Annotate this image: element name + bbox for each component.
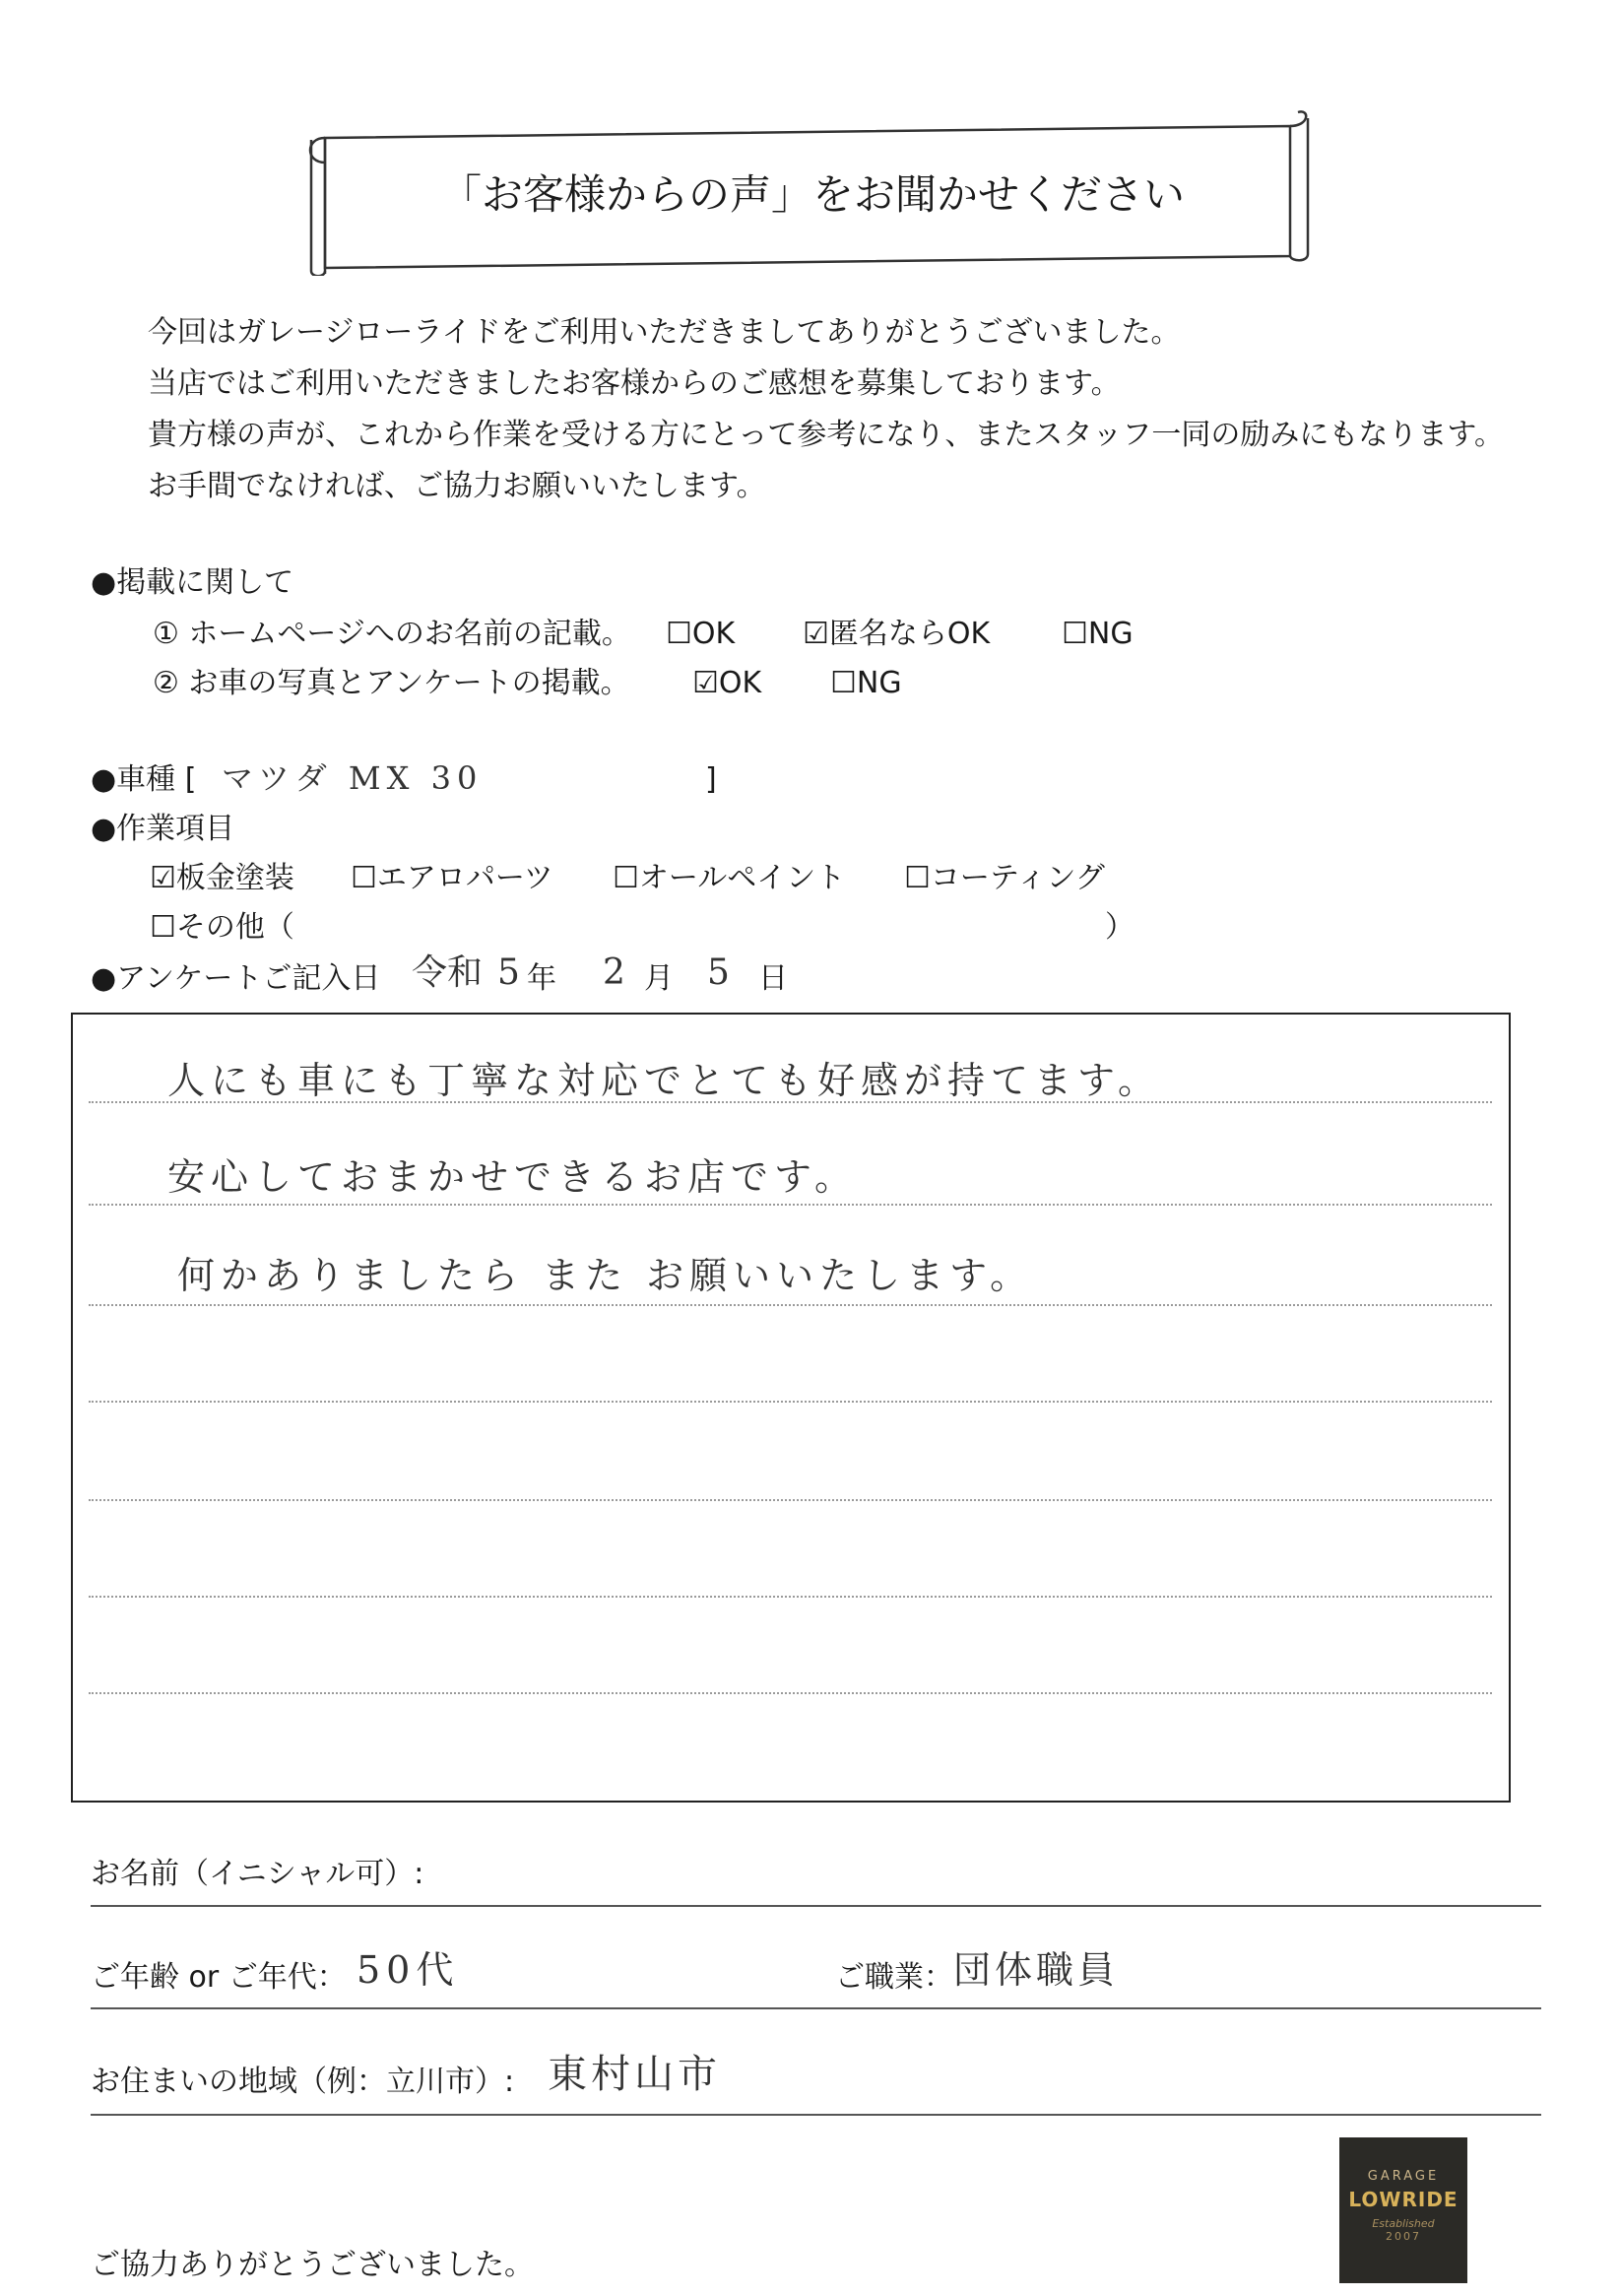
age-label: ご年齢 or ご年代： bbox=[91, 1960, 347, 1995]
survey-date-month-unit: 月 bbox=[644, 961, 674, 996]
work-heading: ●作業項目 bbox=[91, 812, 235, 846]
comment-rule-6 bbox=[89, 1596, 1492, 1598]
q1-ng-checkbox[interactable]: ☐NG bbox=[1062, 617, 1134, 651]
survey-date-day-unit: 日 bbox=[758, 961, 788, 996]
age-job-underline[interactable] bbox=[91, 2007, 1541, 2009]
age-value: 50代 bbox=[357, 1948, 460, 1992]
comment-box[interactable] bbox=[71, 1013, 1511, 1803]
job-value: 団体職員 bbox=[953, 1948, 1120, 1992]
work-allpaint-checkbox[interactable]: ☐オールペイント bbox=[613, 861, 846, 895]
comment-line-3: 何かありましたら また お願いいたします。 bbox=[177, 1254, 1034, 1297]
intro-line-2: 当店ではご利用いただきましたお客様からのご感想を募集しております。 bbox=[148, 366, 1121, 401]
intro-line-1: 今回はガレージローライドをご利用いただきましてありがとうございました。 bbox=[148, 315, 1181, 350]
work-other-close: ） bbox=[1105, 910, 1135, 945]
publication-q2-label: ② お車の写真とアンケートの掲載。 bbox=[153, 666, 630, 700]
intro-line-3: 貴方様の声が、これから作業を受ける方にとって参考になり、またスタッフ一同の励みにもなります。 bbox=[148, 418, 1504, 452]
survey-date-day: 5 bbox=[707, 952, 730, 993]
survey-date-label: ●アンケートご記入日 bbox=[91, 961, 381, 996]
footer-thanks: ご協力ありがとうございました。 bbox=[91, 2248, 534, 2282]
q2-ng-checkbox[interactable]: ☐NG bbox=[830, 666, 902, 700]
comment-line-2: 安心しておまかせできるお店です。 bbox=[167, 1155, 858, 1199]
q2-ok-checkbox[interactable]: ☑OK bbox=[692, 666, 762, 700]
comment-line-1: 人にも車にも丁寧な対応でとても好感が持てます。 bbox=[167, 1059, 1161, 1102]
job-label: ご職業： bbox=[835, 1960, 953, 1995]
work-coating-checkbox[interactable]: ☐コーティング bbox=[904, 861, 1105, 895]
logo-line-2: LOWRIDE bbox=[1348, 2188, 1459, 2211]
area-label: お住まいの地域（例：立川市）: bbox=[91, 2065, 515, 2099]
area-underline[interactable] bbox=[91, 2114, 1541, 2116]
publication-heading: ●掲載に関して bbox=[91, 565, 294, 600]
work-other-checkbox[interactable]: ☐その他（ bbox=[150, 910, 294, 945]
comment-rule-3 bbox=[89, 1304, 1492, 1306]
survey-date-year: 5 bbox=[497, 952, 520, 993]
garage-lowride-logo bbox=[1339, 2137, 1467, 2283]
q1-anonymous-ok-checkbox[interactable]: ☑匿名ならOK bbox=[803, 617, 991, 651]
survey-date-era: 令和 bbox=[412, 952, 484, 993]
vehicle-close-bracket: ] bbox=[705, 762, 717, 797]
publication-q1-label: ① ホームページへのお名前の記載。 bbox=[153, 617, 631, 651]
work-aero-checkbox[interactable]: ☐エアロパーツ bbox=[351, 861, 553, 895]
logo-line-3: Established bbox=[1372, 2217, 1435, 2230]
comment-rule-7 bbox=[89, 1692, 1492, 1694]
survey-date-month: 2 bbox=[603, 952, 625, 993]
page-title: 「お客様からの声」をお聞かせください bbox=[439, 170, 1185, 219]
q1-ok-checkbox[interactable]: ☐OK bbox=[666, 617, 736, 651]
vehicle-value: マツダ MX 30 bbox=[222, 759, 484, 797]
work-bodywork-checkbox[interactable]: ☑板金塗装 bbox=[150, 861, 294, 895]
comment-rule-5 bbox=[89, 1499, 1492, 1501]
area-value: 東村山市 bbox=[548, 2052, 721, 2097]
comment-rule-2 bbox=[89, 1204, 1492, 1206]
logo-line-1: GARAGE bbox=[1367, 2169, 1440, 2184]
logo-line-4: 2007 bbox=[1386, 2230, 1421, 2243]
survey-date-year-unit: 年 bbox=[527, 961, 556, 996]
vehicle-label: ●車種 [ bbox=[91, 762, 197, 797]
name-label: お名前（イニシャル可）: bbox=[91, 1857, 424, 1891]
comment-rule-4 bbox=[89, 1401, 1492, 1403]
name-underline[interactable] bbox=[91, 1905, 1541, 1907]
intro-line-4: お手間でなければ、ご協力お願いいたします。 bbox=[148, 469, 766, 503]
